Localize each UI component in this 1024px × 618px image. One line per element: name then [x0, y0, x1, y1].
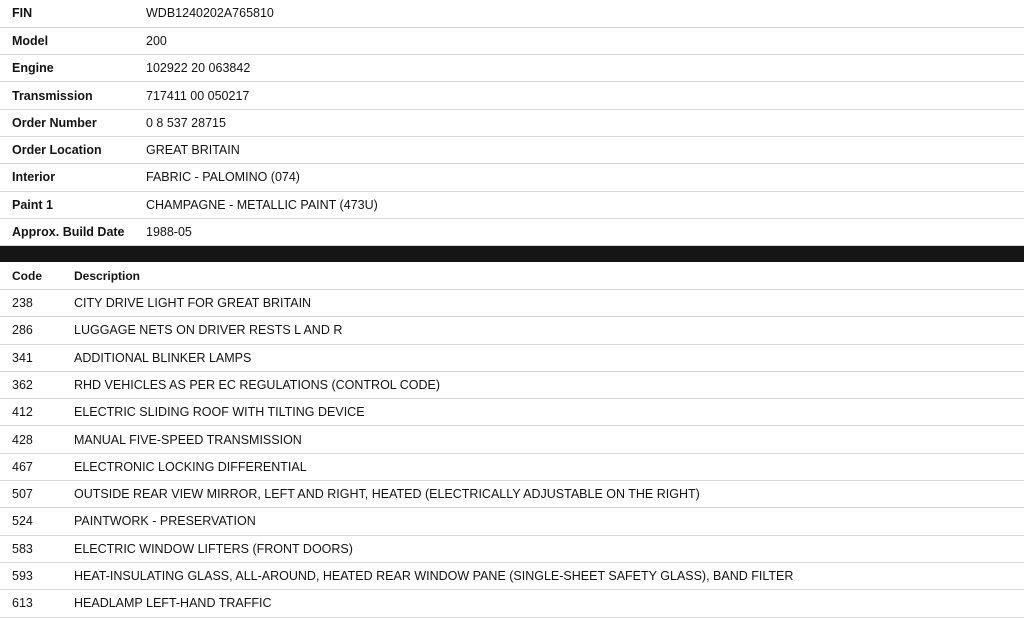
column-header-code: Code — [0, 262, 64, 289]
option-code: 238 — [0, 289, 64, 316]
table-row — [0, 453, 1024, 480]
option-description: ADDITIONAL BLINKER LAMPS — [64, 344, 1024, 371]
table-row — [0, 191, 1024, 218]
vehicle-info-table — [0, 0, 1024, 246]
option-codes-header — [0, 262, 1024, 289]
option-code: 524 — [0, 508, 64, 535]
column-header-description: Description — [64, 262, 1024, 289]
info-label: Engine — [0, 55, 134, 82]
option-code: 593 — [0, 562, 64, 589]
table-row — [0, 508, 1024, 535]
info-value: 102922 20 063842 — [134, 55, 1024, 82]
info-value: FABRIC - PALOMINO (074) — [134, 164, 1024, 191]
option-code: 412 — [0, 399, 64, 426]
info-value: 0 8 537 28715 — [134, 109, 1024, 136]
option-description: HEADLAMP LEFT-HAND TRAFFIC — [64, 590, 1024, 617]
table-header-row — [0, 262, 1024, 289]
table-row — [0, 481, 1024, 508]
info-label: Transmission — [0, 82, 134, 109]
option-codes-table — [0, 262, 1024, 617]
table-row — [0, 426, 1024, 453]
table-row — [0, 109, 1024, 136]
option-code: 362 — [0, 371, 64, 398]
table-row — [0, 218, 1024, 245]
table-row — [0, 371, 1024, 398]
option-description: ELECTRONIC LOCKING DIFFERENTIAL — [64, 453, 1024, 480]
table-row — [0, 399, 1024, 426]
table-row — [0, 0, 1024, 27]
info-label: Interior — [0, 164, 134, 191]
info-value: CHAMPAGNE - METALLIC PAINT (473U) — [134, 191, 1024, 218]
info-label: Model — [0, 27, 134, 54]
table-row — [0, 82, 1024, 109]
option-code: 467 — [0, 453, 64, 480]
table-row — [0, 27, 1024, 54]
table-row — [0, 136, 1024, 163]
info-value: 200 — [134, 27, 1024, 54]
option-code: 428 — [0, 426, 64, 453]
info-label: Approx. Build Date — [0, 218, 134, 245]
table-row — [0, 590, 1024, 617]
info-label: Order Location — [0, 136, 134, 163]
option-description: CITY DRIVE LIGHT FOR GREAT BRITAIN — [64, 289, 1024, 316]
table-row — [0, 55, 1024, 82]
table-row — [0, 344, 1024, 371]
table-row — [0, 289, 1024, 316]
option-description: MANUAL FIVE-SPEED TRANSMISSION — [64, 426, 1024, 453]
option-description: ELECTRIC SLIDING ROOF WITH TILTING DEVICE — [64, 399, 1024, 426]
option-description: OUTSIDE REAR VIEW MIRROR, LEFT AND RIGHT, HEATED (ELECTRICALLY ADJUSTABLE ON THE RIGHT) — [64, 481, 1024, 508]
info-label: Paint 1 — [0, 191, 134, 218]
option-description: ELECTRIC WINDOW LIFTERS (FRONT DOORS) — [64, 535, 1024, 562]
table-row — [0, 164, 1024, 191]
info-value: 717411 00 050217 — [134, 82, 1024, 109]
option-description: HEAT-INSULATING GLASS, ALL-AROUND, HEATED REAR WINDOW PANE (SINGLE-SHEET SAFETY GLASS), BAND FILTER — [64, 562, 1024, 589]
option-description: PAINTWORK - PRESERVATION — [64, 508, 1024, 535]
vehicle-info-body — [0, 0, 1024, 246]
option-code: 341 — [0, 344, 64, 371]
table-row — [0, 317, 1024, 344]
section-divider — [0, 246, 1024, 262]
info-value: GREAT BRITAIN — [134, 136, 1024, 163]
info-label: FIN — [0, 0, 134, 27]
table-row — [0, 535, 1024, 562]
info-value: 1988-05 — [134, 218, 1024, 245]
option-code: 583 — [0, 535, 64, 562]
info-label: Order Number — [0, 109, 134, 136]
info-value: WDB1240202A765810 — [134, 0, 1024, 27]
option-codes-body — [0, 289, 1024, 617]
option-code: 507 — [0, 481, 64, 508]
option-description: RHD VEHICLES AS PER EC REGULATIONS (CONTROL CODE) — [64, 371, 1024, 398]
table-row — [0, 562, 1024, 589]
option-description: LUGGAGE NETS ON DRIVER RESTS L AND R — [64, 317, 1024, 344]
option-code: 286 — [0, 317, 64, 344]
option-code: 613 — [0, 590, 64, 617]
